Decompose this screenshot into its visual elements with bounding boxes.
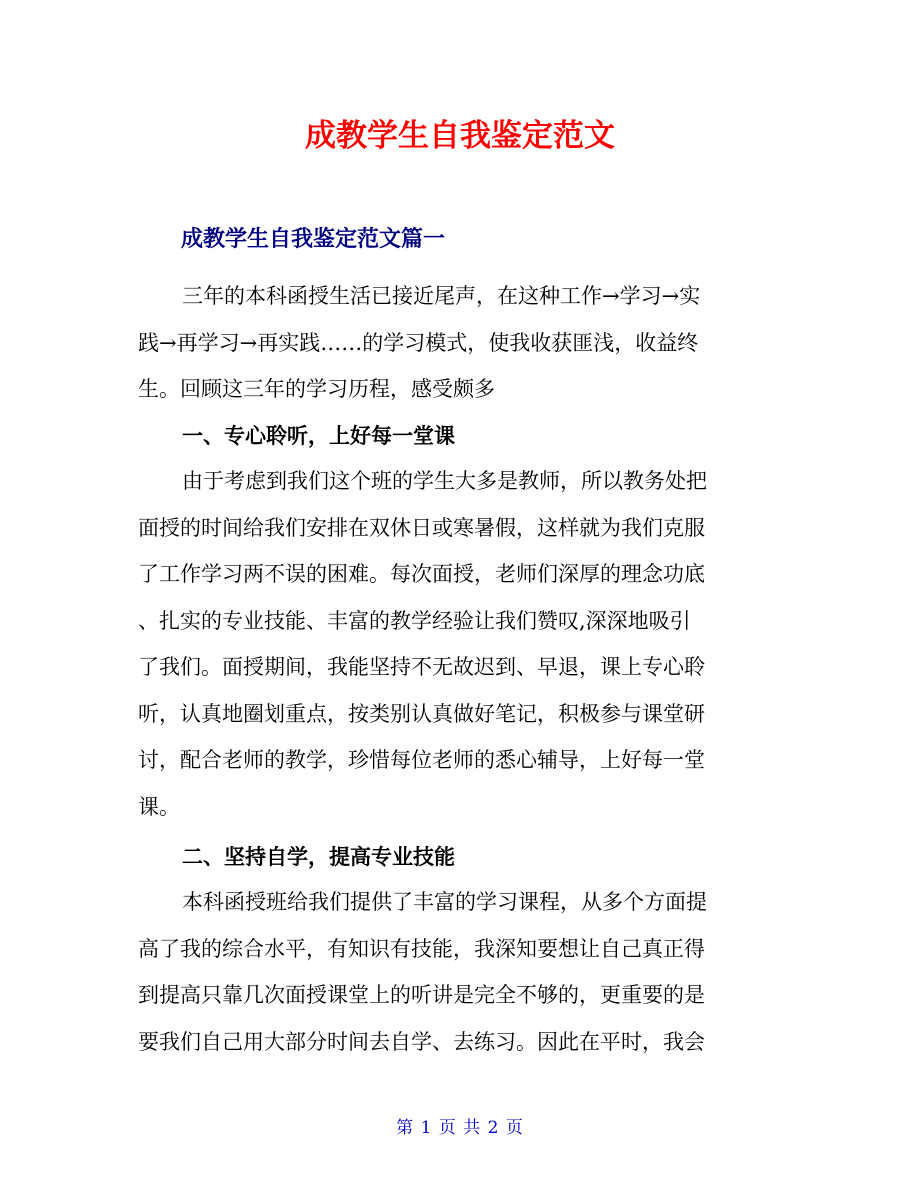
text-line: 践→再学习→再实践……的学习模式，使我收获匪浅，收益终 (138, 330, 699, 355)
text-line: 课。 (138, 794, 180, 819)
text-line: 了我们。面授期间，我能坚持不无故迟到、早退，课上专心聆 (138, 655, 705, 679)
section-heading: 成教学生自我鉴定范文篇一 (181, 227, 446, 252)
intro-paragraph (138, 273, 788, 413)
text-line: 到提高只靠几次面授课堂上的听讲是完全不够的，更重要的是 (138, 983, 705, 1007)
text-line: 要我们自己用大部分时间去自学、去练习。因此在平时，我会 (138, 1029, 705, 1054)
text-line: 讨，配合老师的教学，珍惜每位老师的悉心辅导，上好每一堂 (138, 748, 705, 772)
text-line: 了工作学习两不误的困难。每次面授，老师们深厚的理念功底 (138, 562, 705, 586)
paragraph-1 (138, 458, 788, 830)
text-line: 听，认真地圈划重点，按类别认真做好笔记，积极参与课堂研 (138, 701, 705, 726)
document-title: 成教学生自我鉴定范文 (305, 118, 615, 154)
text-line: 高了我的综合水平，有知识有技能，我深知要想让自己真正得 (138, 936, 705, 961)
text-line: 生。回顾这三年的学习历程，感受颇多 (138, 377, 495, 401)
paragraph-2 (138, 879, 788, 1065)
text-line: 三年的本科函授生活已接近尾声，在这种工作→学习→实 (182, 284, 701, 308)
text-line: 面授的时间给我们安排在双休日或寒暑假，这样就为我们克服 (138, 515, 705, 540)
text-line: 由于考虑到我们这个班的学生大多是教师，所以教务处把 (182, 469, 707, 493)
text-line: 本科函授班给我们提供了丰富的学习课程，从多个方面提 (182, 890, 707, 914)
subheading-1: 一、专心聆听，上好每一堂课 (182, 424, 455, 448)
text-line: 、扎实的专业技能、丰富的教学经验让我们赞叹,深深地吸引 (138, 608, 691, 633)
page-number-footer: 第 1 页 共 2 页 (396, 1118, 524, 1138)
subheading-2: 二、坚持自学，提高专业技能 (182, 845, 455, 869)
